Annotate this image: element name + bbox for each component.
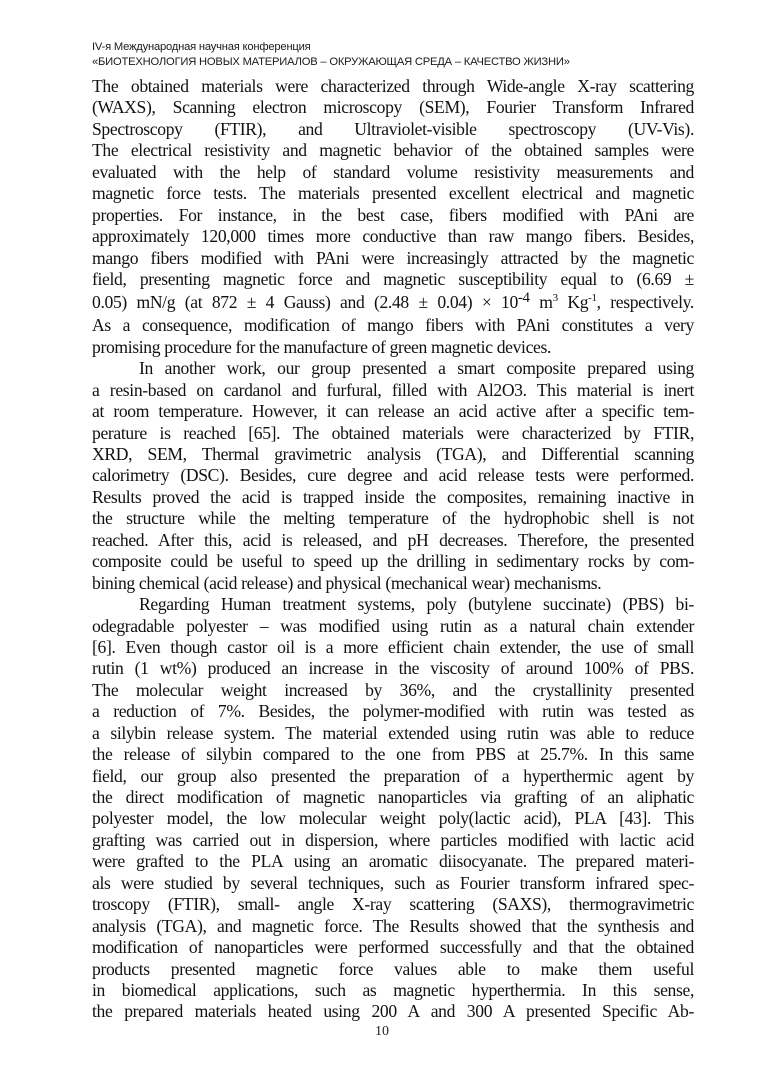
text-line: properties. For instance, in the best case, fibers modified with PAni are: [92, 204, 694, 225]
text-line: evaluated with the help of standard volume resistivity measurements and: [92, 161, 694, 182]
text-line: the structure while the melting temperature of the hydrophobic shell is not: [92, 508, 694, 529]
text-line: promising procedure for the manufacture of green magnetic devices.: [92, 336, 552, 357]
paragraph-1: [92, 76, 694, 358]
text-line: odegradable polyester – was modified using rutin as a natural chain extender: [92, 615, 694, 636]
text-line: The obtained materials were characterized through Wide-angle X-ray scattering: [92, 76, 694, 96]
text-line: [6]. Even though castor oil is a more efficient chain extender, the use of small: [92, 636, 694, 657]
text-line: calorimetry (DSC). Besides, cure degree and acid release tests were performed.: [92, 465, 694, 486]
paragraph-2: [92, 358, 694, 594]
text-line: In another work, our group presented a smart composite prepared using: [139, 358, 694, 379]
text-line: The molecular weight increased by 36%, and the crystallinity presented: [92, 679, 694, 700]
text-line: composite could be useful to speed up the drilling in sedimentary rocks by com-: [92, 551, 694, 572]
text-line: XRD, SEM, Thermal gravimetric analysis (TGA), and Differential scanning: [92, 444, 694, 464]
text-line: the prepared materials heated using 200 A and 300 A presented Specific Ab-: [92, 1001, 694, 1022]
text-line: bining chemical (acid release) and physical (mechanical wear) mechanisms.: [92, 572, 602, 593]
text-line: als were studied by several techniques, such as Fourier transform infrared spec-: [92, 872, 694, 893]
text-line: grafting was carried out in dispersion, where particles modified with lactic acid: [92, 829, 694, 850]
body-text: [92, 76, 694, 1023]
text-line: in biomedical applications, such as magnetic hyperthermia. In this sense,: [92, 979, 694, 1000]
text-line: (WAXS), Scanning electron microscopy (SEM), Fourier Transform Infrared: [92, 97, 694, 118]
conference-theme-line: «БИОТЕХНОЛОГИЯ НОВЫХ МАТЕРИАЛОВ – ОКРУЖАЮЩАЯ СРЕДА – КАЧЕСТВО ЖИЗНИ»: [92, 56, 570, 68]
page-number: 10: [375, 1024, 389, 1039]
text-fragment: , respectively.: [596, 292, 694, 313]
text-line: The electrical resistivity and magnetic behavior of the obtained samples were: [92, 140, 694, 161]
text-line: the direct modification of magnetic nanoparticles via grafting of an aliphatic: [92, 787, 694, 807]
text-line: modification of nanoparticles were performed successfully and that the obtained: [92, 937, 694, 958]
text-line: As a consequence, modification of mango fibers with PAni constitutes a very: [92, 315, 694, 336]
text-line: products presented magnetic force values able to make them useful: [92, 958, 694, 979]
text-line: magnetic force tests. The materials presented excellent electrical and magnetic: [92, 183, 694, 204]
text-line: a silybin release system. The material extended using rutin was able to reduce: [92, 722, 694, 743]
text-line: were grafted to the PLA using an aromatic diisocyanate. The prepared materi-: [92, 851, 694, 872]
text-line: troscopy (FTIR), small- angle X-ray scattering (SAXS), thermogravimetric: [92, 894, 694, 915]
text-fragment: m: [529, 292, 553, 313]
text-line: Results proved the acid is trapped inside the composites, remaining inactive in: [92, 486, 694, 507]
text-line: approximately 120,000 times more conductive than raw mango fibers. Besides,: [92, 226, 694, 247]
running-header: [92, 40, 702, 70]
text-line: field, presenting magnetic force and magnetic susceptibility equal to (6.69 ±: [92, 268, 694, 289]
text-line: mango fibers modified with PAni were increasingly attracted by the magnetic: [92, 247, 694, 268]
text-line-with-superscripts: [92, 290, 694, 315]
superscript-exponent: -4: [517, 290, 530, 307]
text-line: at room temperature. However, it can release an acid active after a specific tem-: [92, 401, 694, 422]
text-line: perature is reached [65]. The obtained materials were characterized by FTIR,: [92, 422, 694, 443]
text-line: reached. After this, acid is released, and pH decreases. Therefore, the presented: [92, 529, 694, 550]
text-line: a reduction of 7%. Besides, the polymer-modified with rutin was tested as: [92, 701, 694, 722]
superscript-exponent: -1: [588, 292, 597, 305]
superscript-exponent: 3: [552, 292, 558, 305]
text-line: analysis (TGA), and magnetic force. The Results showed that the synthesis and: [92, 915, 694, 936]
text-fragment: Kg: [557, 292, 589, 313]
text-line: Spectroscopy (FTIR), and Ultraviolet-visible spectroscopy (UV-Vis).: [92, 118, 694, 139]
text-fragment: 0.05) mN/g (at 872 ± 4 Gauss) and (2.48 ± 0.04) × 10: [92, 292, 518, 313]
paragraph-3: [92, 594, 694, 1023]
text-line: rutin (1 wt%) produced an increase in the viscosity of around 100% of PBS.: [92, 658, 694, 679]
conference-title-line: IV-я Международная научная конференция: [92, 41, 311, 53]
text-line: the release of silybin compared to the one from PBS at 25.7%. In this same: [92, 744, 694, 765]
text-line: polyester model, the low molecular weight poly(lactic acid), PLA [43]. This: [92, 808, 694, 829]
text-line: field, our group also presented the preparation of a hyperthermic agent by: [92, 765, 694, 786]
text-line: Regarding Human treatment systems, poly (butylene succinate) (PBS) bi-: [139, 594, 694, 615]
text-line: a resin-based on cardanol and furfural, filled with Al2O3. This material is inert: [92, 379, 694, 400]
